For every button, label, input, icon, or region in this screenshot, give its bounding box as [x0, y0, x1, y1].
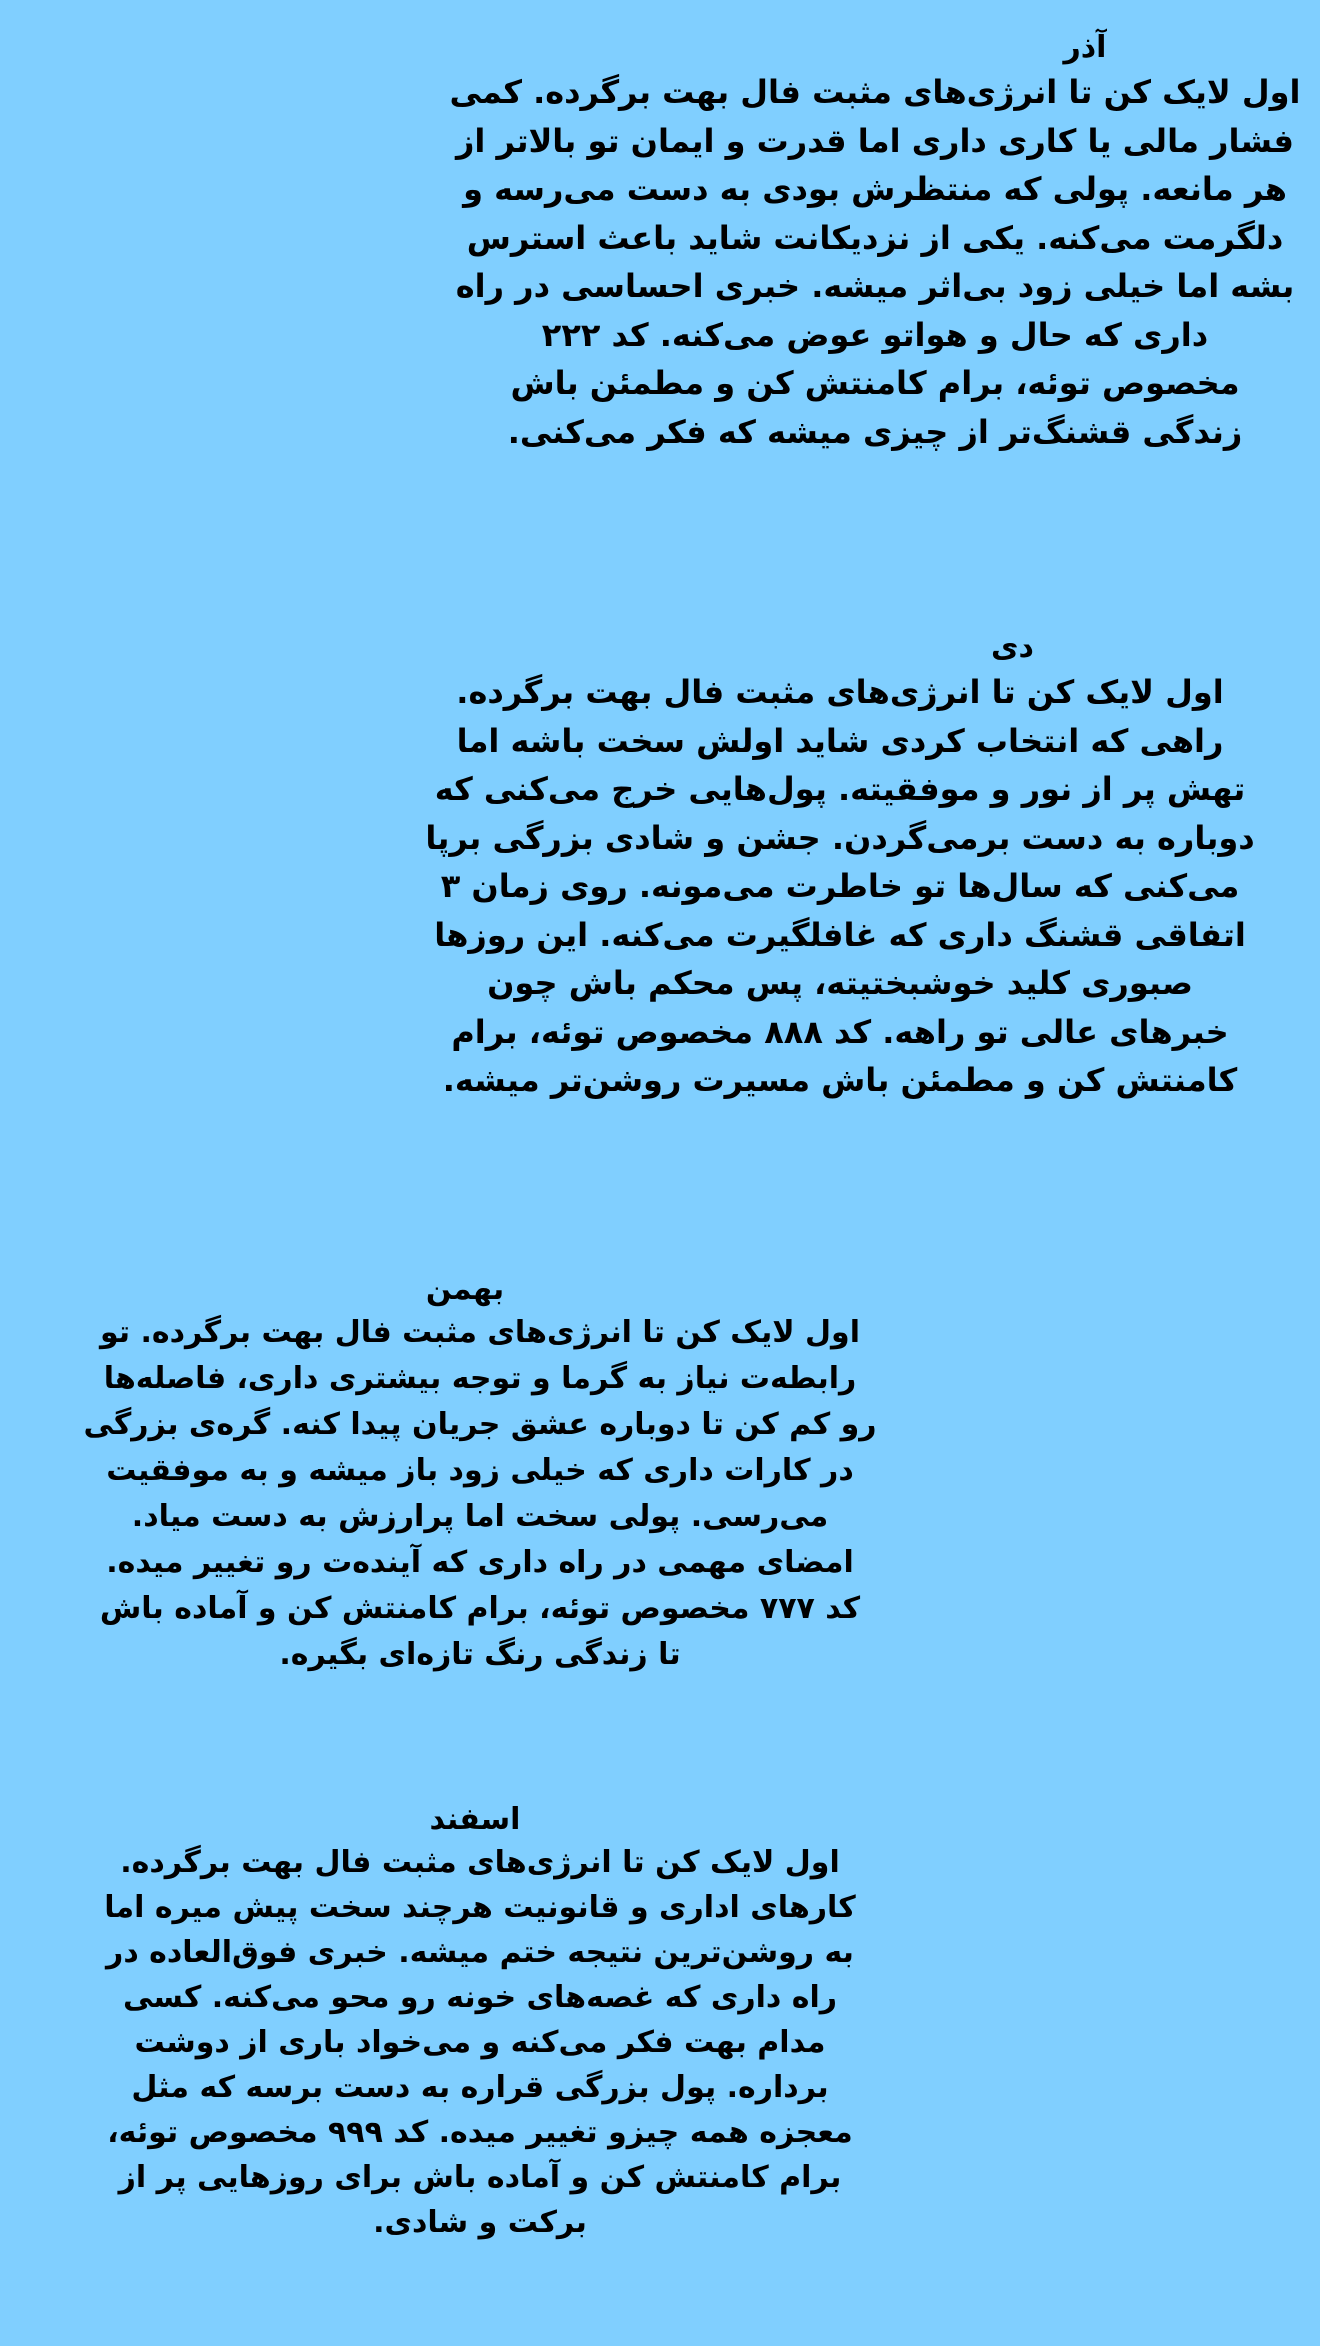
text-line: خبرهای عالی تو راهه. کد ۸۸۸ مخصوص توئه، برام: [451, 1012, 1229, 1051]
text-line: کامنتش کن و مطمئن باش مسیرت روشن‌تر میشه.: [442, 1061, 1238, 1099]
text-line: می‌کنی که سال‌ها تو خاطرت می‌مونه. روی زمان ۳: [440, 867, 1240, 905]
text-line: در کارات داری که خیلی زود باز میشه و به موفقیت: [106, 1453, 854, 1488]
section-bahman: [30, 1270, 930, 1678]
text-line: تهش پر از نور و موفقیته. پول‌هایی خرج می‌کنی که: [434, 770, 1246, 808]
section-dey: [340, 628, 1320, 1105]
text-line: اول لایک کن تا انرژی‌های مثبت فال بهت برگرده.: [120, 1845, 840, 1880]
text-line: به روشن‌ترین نتیجه ختم میشه. خبری فوق‌العاده در: [106, 1935, 854, 1970]
text-line: اول لایک کن تا انرژی‌های مثبت فال بهت برگرده.: [456, 673, 1224, 711]
text-line: مخصوص توئه، برام کامنتش کن و مطمئن باش: [510, 364, 1240, 402]
text-line: برام کامنتش کن و آماده باش برای روزهایی پر از: [118, 2160, 842, 2195]
section-body: [30, 1840, 930, 2245]
text-line: بشه اما خیلی زود بی‌اثر میشه. خبری احساسی در راه: [455, 267, 1295, 305]
text-line: کارهای اداری و قانونیت هرچند سخت پیش میره اما: [104, 1890, 856, 1925]
text-line: دوباره به دست برمی‌گردن. جشن و شادی بزرگی برپا: [425, 818, 1255, 857]
text-line: امضای مهمی در راه داری که آینده‌ت رو تغییر میده.: [106, 1545, 854, 1580]
section-title: بهمن: [425, 1272, 505, 1307]
text-line: اتفاقی قشنگ داری که غافلگیرت می‌کنه. این روزها: [434, 915, 1246, 954]
text-line: برداره. پول بزرگی قراره به دست برسه که مثل: [131, 2070, 829, 2105]
text-line: مدام بهت فکر می‌کنه و می‌خواد باری از دوشت: [134, 2025, 826, 2060]
text-line: رابطه‌ت نیاز به گرما و توجه بیشتری داری، فاصله‌ها: [103, 1361, 857, 1396]
text-line: داری که حال و هواتو عوض می‌کنه. کد ۲۲۲: [541, 315, 1209, 354]
text-line: رو کم کن تا دوباره عشق جریان پیدا کنه. گره‌ی بزرگی: [83, 1407, 877, 1442]
section-title: دی: [991, 630, 1034, 665]
section-esfand: [30, 1800, 930, 2245]
text-line: اول لایک کن تا انرژی‌های مثبت فال بهت برگرده. کمی: [449, 73, 1301, 111]
section-azar: [330, 28, 1320, 456]
section-body: [340, 668, 1320, 1105]
text-line: راه داری که غصه‌های خونه رو محو می‌کنه. کسی: [122, 1980, 838, 2015]
text-line: راهی که انتخاب کردی شاید اولش سخت باشه اما: [456, 721, 1224, 760]
section-title: آذر: [1063, 30, 1107, 65]
text-line: معجزه همه چیزو تغییر میده. کد ۹۹۹ مخصوص توئه،: [107, 2115, 853, 2150]
text-line: اول لایک کن تا انرژی‌های مثبت فال بهت برگرده. تو: [100, 1315, 860, 1350]
text-line: فشار مالی یا کاری داری اما قدرت و ایمان تو بالاتر از: [456, 121, 1294, 160]
section-title: اسفند: [429, 1802, 521, 1837]
text-line: تا زندگی رنگ تازه‌ای بگیره.: [279, 1637, 681, 1672]
text-line: زندگی قشنگ‌تر از چیزی میشه که فکر می‌کنی.: [507, 412, 1243, 451]
section-body: [340, 68, 1320, 456]
text-line: کد ۷۷۷ مخصوص توئه، برام کامنتش کن و آماده باش: [99, 1591, 861, 1626]
section-body: [30, 1310, 930, 1678]
text-line: هر مانعه. پولی که منتظرش بودی به دست می‌رسه و: [463, 170, 1287, 208]
text-line: برکت و شادی.: [373, 2205, 587, 2240]
text-line: می‌رسی. پولی سخت اما پرارزش به دست میاد.: [131, 1499, 829, 1534]
text-line: دلگرمت می‌کنه. یکی از نزدیکانت شاید باعث استرس: [466, 218, 1284, 257]
text-line: صبوری کلید خوشبختیته، پس محکم باش چون: [487, 964, 1193, 1002]
